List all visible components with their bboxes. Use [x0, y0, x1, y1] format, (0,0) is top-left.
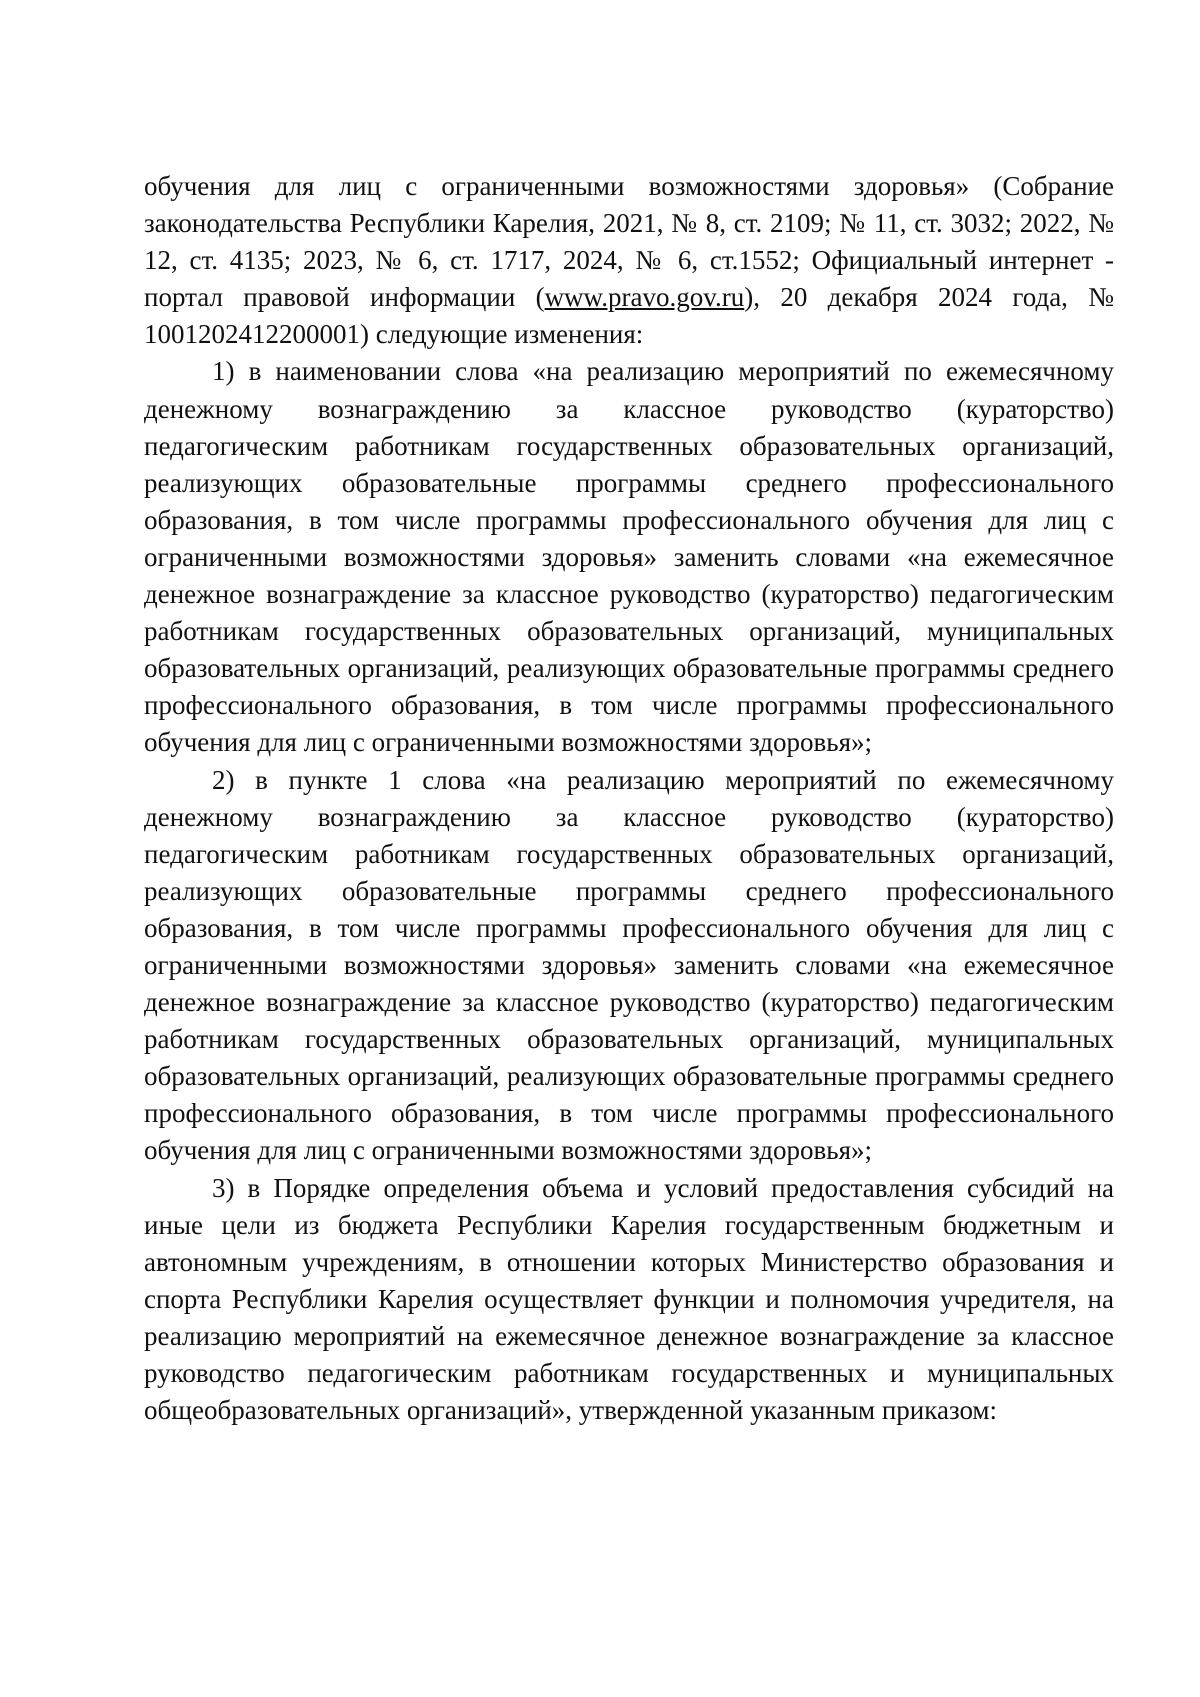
intro-paragraph	[144, 168, 1114, 353]
item-2-paragraph: 2) в пункте 1 слова «на реализацию мероприятий по ежемесячному денежному вознаграждению за классное руководство (кураторство) педагогическим работникам государственных образовательных организаций, реализующих образовательные программы среднего профессионального образования, в том числе программы профессионального обучения для лиц с ограниченными возможностями здоровья» заменить словами «на ежемесячное денежное вознаграждение за классное руководство (кураторство) педагогическим работникам государственных образовательных организаций, муниципальных образовательных организаций, реализующих образовательные программы среднего профессионального образования, в том числе программы профессионального обучения для лиц с ограниченными возможностями здоровья»;	[144, 764, 1114, 1166]
item-3-paragraph: 3) в Порядке определения объема и условий предоставления субсидий на иные цели из бюджета Республики Карелия государственным бюджетным и автономным учреждениям, в отношении которых Министерство образования и спорта Республики Карелия осуществляет функции и полномочия учредителя, на реализацию мероприятий на ежемесячное денежное вознаграждение за классное руководство педагогическим работникам государственных и муниципальных общеобразовательных организаций», утвержденной указанным приказом:	[144, 1172, 1114, 1426]
document-page	[144, 168, 1114, 1429]
pravo-gov-link[interactable]: www.pravo.gov.ru	[544, 282, 745, 313]
item-1-paragraph: 1) в наименовании слова «на реализацию мероприятий по ежемесячному денежному вознаграждению за классное руководство (кураторство) педагогическим работникам государственных образовательных организаций, реализующих образовательные программы среднего профессионального образования, в том числе программы профессионального обучения для лиц с ограниченными возможностями здоровья» заменить словами «на ежемесячное денежное вознаграждение за классное руководство (кураторство) педагогическим работникам государственных образовательных организаций, муниципальных образовательных организаций, реализующих образовательные программы среднего профессионального образования, в том числе программы профессионального обучения для лиц с ограниченными возможностями здоровья»;	[144, 356, 1114, 758]
intro-text-before-link: обучения для лиц с ограниченными возможностями здоровья» (Собрание законодательства Республики Карелия, 2021, № 8, ст. 2109; № 11, ст. 3032; 2022, № 12, ст. 4135; 2023, № 6, ст. 1717, 2024, № 6, ст.1552; Официальный интернет - портал правовой информации (	[144, 171, 1114, 313]
intro-text-after-link: ), 20 декабря 2024 года, № 1001202412200001) следующие изменения:	[144, 282, 1114, 350]
